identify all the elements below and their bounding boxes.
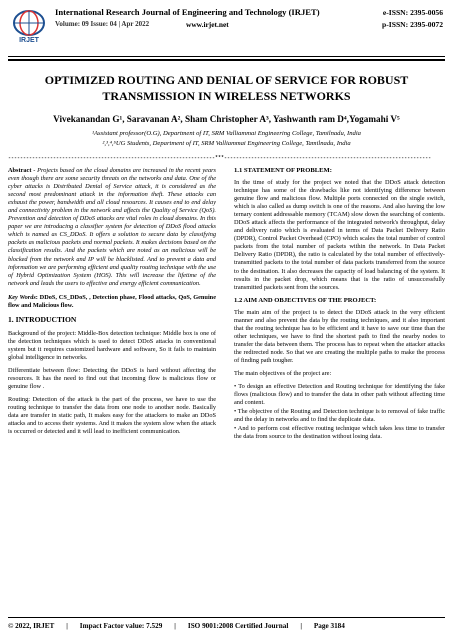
keywords-label: Key Words — [8, 293, 36, 301]
irjet-logo — [10, 8, 48, 44]
footer-separator: | — [174, 622, 176, 630]
aims-paragraph: The main aim of the project is to detect the DDoS attack in the very efficient manner and also prevent the data by the routing techniques, and it also important that the routing technique has to be efficient and it have to save our time than the other techniques, we have to find the shortest path to find the nearby nodes to transfer the data between them. The process has to repeat when the attacker attacks the redirected node. So that we are creating the multiple paths to make the process of finding path tougher. — [234, 308, 445, 364]
footer-separator: | — [66, 622, 68, 630]
objectives-intro: The main objectives of the project are: — [234, 369, 332, 377]
paper-authors: Vivekanandan G¹, Saravanan A², Sham Christopher A³, Yashwanth ram D⁴,Yogamahi V⁵ — [53, 114, 400, 124]
eissn: e-ISSN: 2395-0056 — [382, 8, 443, 17]
header-rule-thick — [8, 59, 445, 61]
volume-info: Volume: 09 Issue: 04 | Apr 2022 — [55, 20, 150, 28]
logo-text: IRJET — [19, 37, 39, 44]
objective-bullet-1: • To design an effective Detection and Routing technique for identifying the fake flows (malicious flow) and to transfer the data in other path without affecting time and content. — [234, 383, 445, 407]
page-footer — [8, 622, 445, 630]
journal-name: International Research Journal of Engineering and Technology (IRJET) — [55, 7, 320, 17]
objective-bullet-3: • And to perform cost effective routing technique which takes less time to transfer the data from source to the destination without losing data. — [234, 425, 445, 441]
abstract — [8, 167, 216, 288]
introduction-heading: 1. INTRODUCTION — [8, 314, 77, 324]
aims-heading: 1.2 AIM AND OBJECTIVES OF THE PROJECT: — [234, 296, 377, 304]
intro-paragraph-3: Routing: Detection of the attack is the part of the process, we have to use the routing technique to transfer the data from one node to another node. Basically data are transfer in static path, It makes easy for the attackers to make an DDoS attacks and to access their systems. And it makes the system slow when the attack is occurred or detected and it will lead to inefficient communication. — [8, 396, 216, 436]
journal-header — [0, 0, 453, 62]
footer-impact-factor: Impact Factor value: 7.529 — [79, 622, 163, 630]
problem-heading: 1.1 STATEMENT OF PROBLEM: — [234, 167, 332, 174]
footer-page-number: Page 3184 — [313, 622, 345, 630]
footer-separator: | — [300, 622, 302, 630]
paper-title: OPTIMIZED ROUTING AND DENIAL OF SERVICE FOR ROBUST TRANSMISSION IN WIRELESS NETWORKS — [44, 73, 409, 103]
left-column — [8, 167, 216, 441]
footer-rule — [8, 617, 445, 618]
footer-copyright: © 2022, IRJET — [8, 622, 55, 630]
intro-paragraph-1: Background of the project: Middle-Box detection technique: Middle box is one of the detection techniques which is used to detect DDoS attacks in conventional system but it requires customized hardware and software, So it fails to maintain global intelligence in networks. — [8, 329, 216, 361]
problem-paragraph: In the time of study for the project we noted that the DDoS attack detection technique has some of the drawbacks like not identifying difference between genuine flow and malicious flow. Multiple ports connected on the single switch, which is also called as dump switch is one of the reasons. And also having the low ternary content addressable memory (TCAM) slow down the searching of contents. DDoS attack affects the performance of the integrated network's throughput, delay and delivery ratio which is evaluated in terms of Data Packet Delivery Ratio (DPDR), Control Packet Overhead (CPO) which scales the total number of control packets from the total number of packets within the network. In Data Packet Delivery Ratio (DPDR), the ratio is calculated by the total number of effectively-transmitted packets to the total number of data packets transferred from the source to the destination. It also decreases the capacity of load balancing of the system. It results in the packet drop, which means that is the ratio of unsuccessfully transmitted packets sent from the sources. — [234, 179, 445, 291]
right-column — [234, 167, 445, 446]
affiliation-2: ²,³,⁴,⁵UG Students, Department of IT, SRM Valliammai Engineering College, Tamilnadu, India — [102, 140, 351, 147]
pissn: p-ISSN: 2395-0072 — [382, 20, 443, 29]
objective-bullet-2: • The objective of the Routing and Detection technique is to removal of fake traffic and the delay in networks and to find the duplicate data. — [234, 408, 445, 424]
intro-paragraph-2: Differentiate between flow: Detecting the DDoS is hard without affecting the resources. It has the need to find out that incoming flow is malicious flow or genuine flow . — [8, 366, 216, 391]
abstract-text: - Projects based on the cloud domains are increased in the recent years even though there are some security threats on the networks and data. One of the cyber attacks is Distributed Denial of Service attack, it is considered as the second most predominant attack in the information theft. These attacks can exhaust the power, bandwidth and all cloud resources. It causes end to end delay and connectivity problem in the network and affects the Quality of Service (QoS). Prevention and detection of DDoS attacks are vital roles in cloud domains. In this paper we are introducing a classifier system for detection of DDoS flood attacks which is named as CS_DDoS. It offers a solution to secure data by classifying packets as malicious packets and normal packets. It makes decisions based on the classification results. And the packets which are noted as an malicious will be blocked from the network and IP will be blacklisted. And to prevent a data and information we are performing efficient and quality routing technique with the use of Hybrid Optimization System (HOS). This will increase the lifetime of the network and leads the users to effective and energy efficient communication. — [8, 167, 216, 287]
section-divider: ---------------------------------------------------------------------***--------------------------------------------------------------------- — [8, 155, 432, 161]
header-rule — [8, 56, 445, 57]
footer-iso: ISO 9001:2008 Certified Journal — [187, 622, 289, 630]
keywords-text: : DDoS, CS_DDoS, , Detection phase, Flood attacks, QoS, Genuine flow and Malicious flow. — [8, 293, 216, 309]
affiliation-1: ¹Assistant professor(O.G), Department of IT, SRM Valliammai Engineering College, Tamilnadu, India — [92, 130, 361, 137]
journal-website[interactable]: www.irjet.net — [186, 20, 229, 29]
keywords — [8, 294, 216, 310]
abstract-label: Abstract — [8, 167, 32, 174]
